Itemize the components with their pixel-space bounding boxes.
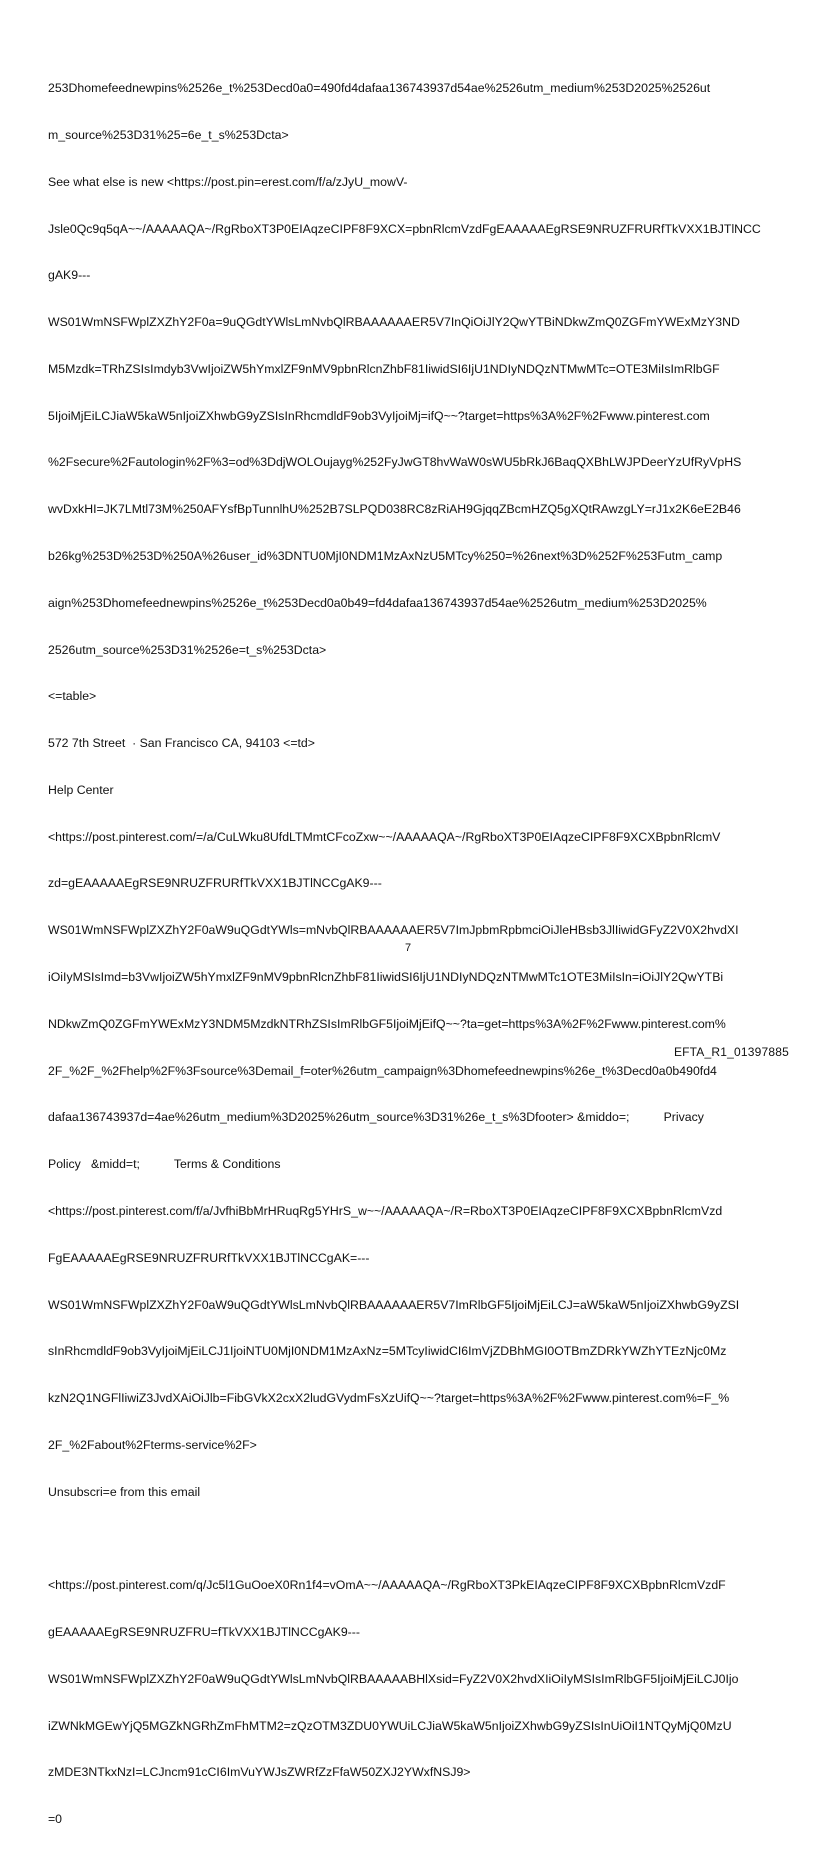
text-line: <https://post.pinterest.com/f/a/JvfhiBbMrHRuqRg5YHrS_w~~/AAAAAQA~/R=RboXT3P0EIAqzeCIPF8F9XCXBpbnRlcmVzd: [48, 1203, 723, 1218]
text-line: NDkwZmQ0ZGFmYWExMzY3NDM5MzdkNTRhZSIsImRlbGF5IjoiMjEifQ~~?ta=get=https%3A%2F%2Fwww.pinterest.com%: [48, 1016, 726, 1031]
text-line: gEAAAAAEgRSE9NRUZFRU=fTkVXX1BJTlNCCgAK9---: [48, 1624, 360, 1639]
text-line: b26kg%253D%253D%250A%26user_id%3DNTU0MjI0NDM1MzAxNzU5MTcy%250=%26next%3D%252F%253Futm_camp: [48, 549, 723, 563]
text-line: iZWNkMGEwYjQ5MGZkNGRhZmFhMTM2=zQzOTM3ZDU0YWUiLCJiaW5kaW5nIjoiZXhwbG9yZSIsInUiOiI1NTQyMjQ0MzU: [48, 1718, 732, 1733]
text-line: iOiIyMSIsImd=b3VwIjoiZW5hYmxlZF9nMV9pbnRlcnZhbF81IiwidSI6IjU1NDIyNDQzNTMwMTc1OTE3MiIsIn=iOiJlY2QwYTBi: [48, 970, 724, 985]
text-line: WS01WmNSFWplZXZhY2F0aW9uQGdtYWlsLmNvbQlRBAAAAABHlXsid=FyZ2V0X2hvdXIiOiIyMSIsImRlbGF5IjoiMjEiLCJ0Ijo: [48, 1671, 739, 1686]
email-body-text: [48, 50, 772, 1859]
text-line: <https://post.pinterest.com/q/Jc5l1GuOoeX0Rn1f4=vOmA~~/AAAAAQA~/RgRboXT3PkEIAqzeCIPF8F9XCXBpbnRlcmVzdF: [48, 1578, 726, 1593]
text-line: gAK9---: [48, 268, 91, 283]
text-line: <=table>: [48, 689, 97, 704]
text-line: Policy &midd=t; Terms & Conditions: [48, 1157, 281, 1172]
text-line: 2526utm_source%253D31%2526e=t_s%253Dcta>: [48, 642, 327, 657]
text-line: zMDE3NTkxNzI=LCJncm91cCI6ImVuYWJsZWRfZzFfaW50ZXJ2YWxfNSJ9>: [48, 1765, 471, 1780]
text-line: 253Dhomefeednewpins%2526e_t%253Decd0a0=490fd4dafaa136743937d54ae%2526utm_medium%253D2025%2526ut: [48, 81, 711, 96]
text-line: FgEAAAAAEgRSE9NRUZFRURfTkVXX1BJTlNCCgAK=---: [48, 1250, 370, 1265]
text-line: WS01WmNSFWplZXZhY2F0aW9uQGdtYWlsLmNvbQlRBAAAAAAER5V7ImRlbGF5IjoiMjEiLCJ=aW5kaW5nIjoiZXhwbG9yZSI: [48, 1297, 740, 1312]
text-line: See what else is new <https://post.pin=erest.com/f/a/zJyU_mowV-: [48, 174, 408, 189]
text-line: aign%253Dhomefeednewpins%2526e_t%253Decd0a0b49=fd4dafaa136743937d54ae%2526utm_medium%253D2025%: [48, 595, 707, 610]
text-line: wvDxkHI=JK7LMtl73M%250AFYsfBpTunnlhU%252B7SLPQD038RC8zRiAH9GjqqZBcmHZQ5gXQtRAwzgLY=rJ1x2K6eE2B46: [48, 502, 741, 517]
text-line: m_source%253D31%25=6e_t_s%253Dcta>: [48, 127, 289, 142]
blank-line: [48, 1531, 772, 1547]
text-line: 2F_%2Fabout%2Fterms-service%2F>: [48, 1437, 257, 1452]
text-line: WS01WmNSFWplZXZhY2F0aW9uQGdtYWls=mNvbQlRBAAAAAAER5V7ImJpbmRpbmciOiJleHBsb3JlIiwidGFyZ2V0X2hvdXI: [48, 923, 739, 938]
text-line: 5IjoiMjEiLCJiaW5kaW5nIjoiZXhwbG9yZSIsInRhcmdldF9ob3VyIjoiMj=ifQ~~?target=https%3A%2F%2Fwww.pinterest.com: [48, 408, 710, 423]
text-line: kzN2Q1NGFlIiwiZ3JvdXAiOiJlb=FibGVkX2cxX2ludGVydmFsXzUifQ~~?target=https%3A%2F%2Fwww.pinterest.com%=F_%: [48, 1391, 730, 1406]
unsubscribe-label: Unsubscri=e from this email: [48, 1484, 201, 1499]
address-line: 572 7th Street · San Francisco CA, 94103 <=td>: [48, 736, 315, 751]
text-line: <https://post.pinterest.com/=/a/CuLWku8UfdLTMmtCFcoZxw~~/AAAAAQA~/RgRboXT3P0EIAqzeCIPF8F9XCXBpbnRlcmV: [48, 829, 721, 844]
bates-number: EFTA_R1_01397885: [673, 1045, 789, 1059]
text-line: zd=gEAAAAAEgRSE9NRUZFRURfTkVXX1BJTlNCCgAK9---: [48, 876, 382, 891]
help-center-label: Help Center: [48, 782, 114, 797]
text-line: =0: [48, 1812, 63, 1827]
text-line: Jsle0Qc9q5qA~~/AAAAAQA~/RgRboXT3P0EIAqzeCIPF8F9XCX=pbnRlcmVzdFgEAAAAAEgRSE9NRUZFRURfTkVXX1BJTlNCC: [48, 221, 761, 236]
text-line: dafaa136743937d=4ae%26utm_medium%3D2025%26utm_source%3D31%26e_t_s%3Dfooter> &middo=; Privacy: [48, 1110, 704, 1125]
text-line: WS01WmNSFWplZXZhY2F0a=9uQGdtYWlsLmNvbQlRBAAAAAAER5V7InQiOiJlY2QwYTBiNDkwZmQ0ZGFmYWExMzY3ND: [48, 315, 740, 330]
text-line: 2F_%2F_%2Fhelp%2F%3Fsource%3Demail_f=oter%26utm_campaign%3Dhomefeednewpins%26e_t%3Decd0a0b490fd4: [48, 1063, 717, 1078]
text-line: M5Mzdk=TRhZSIsImdyb3VwIjoiZW5hYmxlZF9nMV9pbnRlcnZhbF81IiwidSI6IjU1NDIyNDQzNTMwMTc=OTE3MiIsImRlbGF: [48, 361, 720, 376]
text-line: %2Fsecure%2Fautologin%2F%3=od%3DdjWOLOujayg%252FyJwGT8hvWaW0sWU5bRkJ6BaqQXBhLWJPDeerYzUfRyVpHS: [48, 455, 742, 470]
text-line: sInRhcmdldF9ob3VyIjoiMjEiLCJ1IjoiNTU0MjI0NDM1MzAxNz=5MTcyIiwidCI6ImVjZDBhMGI0OTBmZDRkYWZhYTEzNjc0Mz: [48, 1344, 727, 1359]
page-number: 7: [404, 942, 412, 954]
